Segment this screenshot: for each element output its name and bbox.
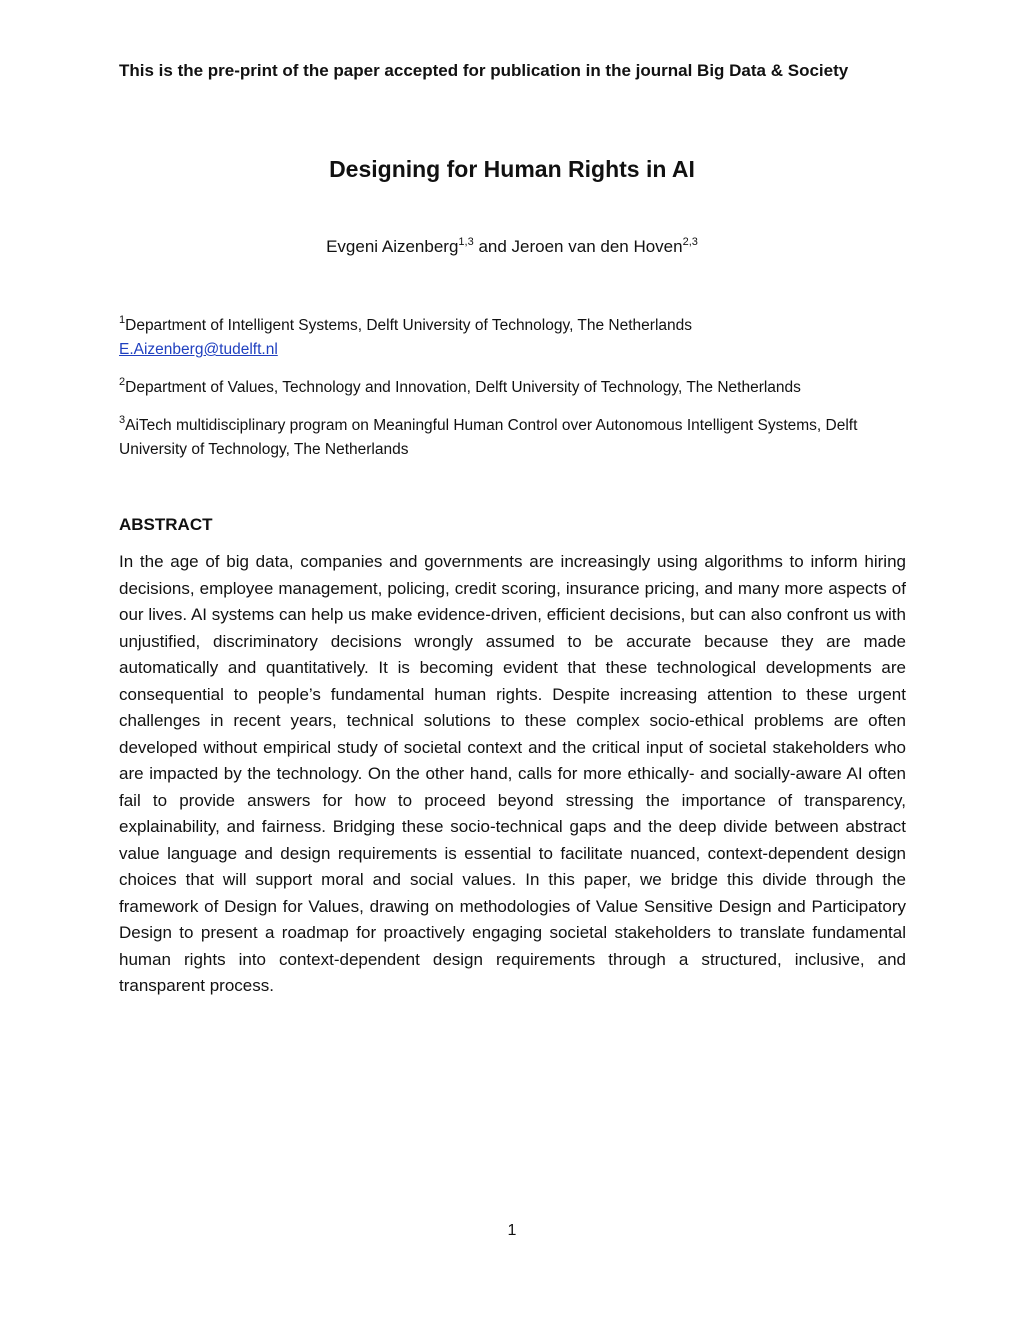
affiliation-marker: 1 (119, 314, 126, 326)
author-affiliation-marker: 1,3 (458, 236, 474, 248)
author-line (0, 237, 1024, 257)
page-number: 1 (507, 1222, 517, 1239)
affiliation-marker: 2 (119, 376, 126, 388)
affiliation-text: Department of Values, Technology and Innovation, Delft University of Technology, The Netherlands (125, 379, 801, 396)
author-name: Evgeni Aizenberg (326, 237, 459, 256)
affiliation-marker: 3 (119, 414, 126, 426)
affiliation-text: Department of Intelligent Systems, Delft University of Technology, The Netherlands (125, 317, 693, 334)
affiliation-3 (119, 414, 919, 462)
affiliation-2 (119, 376, 919, 400)
affiliation-text: AiTech multidisciplinary program on Meaningful Human Control over Autonomous Intelligent Systems, Delft University of Technology, The Netherlands (119, 417, 858, 458)
paper-title: Designing for Human Rights in AI (329, 156, 695, 182)
preprint-notice: This is the pre-print of the paper accepted for publication in the journal Big Data & Society (119, 61, 849, 80)
author-conjunction: and (473, 237, 512, 256)
affiliation-1 (119, 314, 919, 362)
author-affiliation-marker: 2,3 (682, 236, 698, 248)
abstract-heading: ABSTRACT (119, 515, 213, 534)
author-email-link[interactable]: E.Aizenberg@tudelft.nl (119, 341, 278, 358)
abstract-body: In the age of big data, companies and governments are increasingly using algorithms to inform hiring decisions, employee management, policing, credit scoring, insurance pricing, and many more aspects of our lives. AI systems can help us make evidence-driven, efficient decisions, but can also confront us with unjustified, discriminatory decisions wrongly assumed to be accurate because they are made automatically and quantitatively. It is becoming evident that these technological developments are consequential to people’s fundamental human rights. Despite increasing attention to these urgent challenges in recent years, technical solutions to these complex socio-ethical problems are often developed without empirical study of societal context and the critical input of societal stakeholders who are impacted by the technology. On the other hand, calls for more ethically- and socially-aware AI often fail to provide answers for how to proceed beyond stressing the importance of transparency, explainability, and fairness. Bridging these socio-technical gaps and the deep divide between abstract value language and design requirements is essential to facilitate nuanced, context-dependent design choices that will support moral and social values. In this paper, we bridge this divide through the framework of Design for Values, drawing on methodologies of Value Sensitive Design and Participatory Design to present a roadmap for proactively engaging societal stakeholders to translate fundamental human rights into context-dependent design requirements through a structured, inclusive, and transparent process. (119, 552, 906, 995)
author-name: Jeroen van den Hoven (511, 237, 683, 256)
